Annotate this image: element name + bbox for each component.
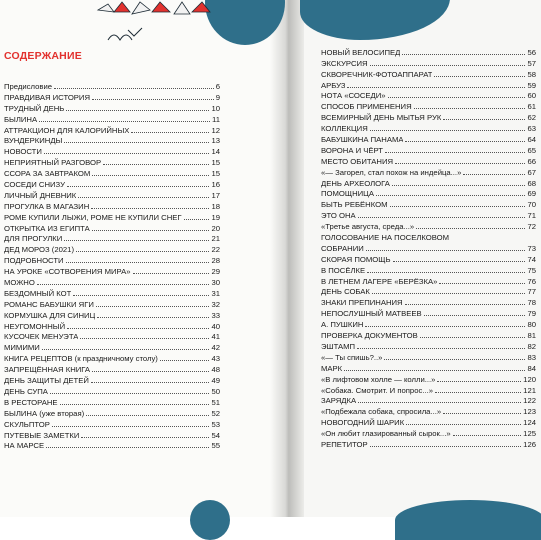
toc-entry [4, 222, 220, 233]
toc-entry [321, 79, 536, 90]
toc-entry-page-number: 40 [211, 321, 220, 331]
toc-entry [321, 416, 536, 427]
toc-entry-page-number: 51 [211, 397, 220, 407]
toc-entry [321, 318, 536, 329]
toc-leader-dots [92, 230, 210, 231]
toc-entry-title: БЫЛИНА (уже вторая) [4, 408, 85, 418]
toc-entry [4, 156, 220, 167]
toc-entry [4, 385, 220, 396]
toc-entry-page-number: 56 [527, 47, 536, 57]
toc-entry-title: НЕУГОМОННЫЙ [4, 321, 66, 331]
toc-entry-title: «Он любит глазированный сырок...» [321, 429, 451, 439]
toc-leader-dots [434, 76, 525, 77]
toc-entry-title: БАБУШКИНА ПАНАМА [321, 135, 404, 145]
toc-entry-page-number: 19 [211, 212, 220, 222]
toc-leader-dots [42, 349, 210, 350]
toc-entry-title: ДЛЯ ПРОГУЛКИ [4, 234, 63, 244]
toc-leader-dots [370, 65, 526, 66]
toc-entry [321, 231, 536, 242]
toc-entry-title: НОТА «СОСЕДИ» [321, 91, 386, 101]
toc-entry [321, 405, 536, 416]
toc-entry [321, 286, 536, 297]
toc-entry-title: В ЛЕТНЕМ ЛАГЕРЕ «БЕРЁЗКА» [321, 276, 438, 286]
toc-leader-dots [39, 121, 210, 122]
toc-entry-title: «— Ты спишь?..» [321, 352, 383, 362]
toc-leader-dots [103, 164, 209, 165]
toc-entry-page-number: 54 [211, 430, 220, 440]
toc-entry-page-number: 16 [211, 180, 220, 190]
toc-entry [4, 298, 220, 309]
toc-leader-dots [96, 306, 210, 307]
toc-entry [4, 145, 220, 156]
toc-leader-dots [367, 272, 525, 273]
toc-leader-dots [384, 359, 525, 360]
toc-entry-page-number: 11 [212, 114, 220, 124]
toc-entry-title: ВУНДЕРКИНДЫ [4, 136, 63, 146]
toc-entry-page-number: 80 [527, 320, 536, 330]
toc-entry-title: А. ПУШКИН [321, 320, 364, 330]
toc-entry [4, 331, 220, 342]
toc-entry-title: ЗАПРЕЩЁННАЯ КНИГА [4, 365, 91, 375]
toc-entry-title: «Третье августа, среда...» [321, 222, 415, 232]
toc-entry-title: ЭТО ОНА [321, 211, 356, 221]
toc-entry-page-number: 55 [211, 441, 220, 451]
toc-entry-title: НОВОСТИ [4, 147, 42, 157]
toc-entry [4, 167, 220, 178]
toc-entry-title: РОМЕ КУПИЛИ ЛЫЖИ, РОМЕ НЕ КУПИЛИ СНЕГ [4, 212, 182, 222]
toc-entry-title: БЫТЬ РЕБЁНКОМ [321, 200, 388, 210]
toc-entry-page-number: 77 [527, 287, 536, 297]
toc-entry-page-number: 28 [211, 256, 220, 266]
toc-entry [321, 384, 536, 395]
teal-shape-bottom-left [190, 500, 230, 540]
toc-entry-title: ДЕНЬ СОБАК [321, 287, 370, 297]
toc-entry-title: НА МАРСЕ [4, 441, 45, 451]
toc-leader-dots [393, 261, 526, 262]
toc-leader-dots [358, 402, 521, 403]
toc-entry-title: НЕПРИЯТНЫЙ РАЗГОВОР [4, 158, 102, 168]
toc-leader-dots [406, 424, 521, 425]
toc-entry [321, 57, 536, 68]
toc-entry [4, 341, 220, 352]
toc-leader-dots [405, 141, 525, 142]
toc-entry-page-number: 65 [527, 145, 536, 155]
toc-entry [4, 287, 220, 298]
toc-entry-title: КОЛЛЕКЦИЯ [321, 124, 368, 134]
toc-entry [321, 198, 536, 209]
toc-leader-dots [54, 88, 214, 89]
toc-entry-title: ДЕД МОРОЗ (2021) [4, 245, 74, 255]
toc-entry-page-number: 84 [527, 363, 536, 373]
toc-entry-page-number: 32 [211, 299, 220, 309]
toc-entry-page-number: 124 [523, 418, 536, 428]
toc-leader-dots [347, 87, 525, 88]
toc-entry-page-number: 20 [211, 223, 220, 233]
toc-entry [4, 75, 220, 91]
toc-entry-title: «Подбежала собака, спросила...» [321, 407, 442, 417]
toc-entry-title: КУСОЧЕК МЕНУЭТА [4, 332, 79, 342]
toc-entry [321, 209, 536, 220]
toc-leader-dots [92, 99, 214, 100]
toc-entry-page-number: 41 [211, 332, 220, 342]
toc-entry [4, 254, 220, 265]
toc-entry [321, 395, 536, 406]
toc-entry-title: ЭКСКУРСИЯ [321, 58, 368, 68]
toc-leader-dots [67, 328, 209, 329]
toc-entry-page-number: 69 [527, 189, 536, 199]
toc-entry-page-number: 123 [523, 407, 536, 417]
toc-entry-page-number: 12 [211, 125, 220, 135]
toc-entry-title: ДЕНЬ СУПА [4, 386, 48, 396]
toc-entry [321, 166, 536, 177]
toc-entry-title: ЭШТАМП [321, 341, 356, 351]
toc-entry [4, 91, 220, 102]
toc-entry-page-number: 126 [523, 439, 536, 449]
table-of-contents-heading: СОДЕРЖАНИЕ [4, 50, 82, 62]
toc-entry [321, 68, 536, 79]
toc-entry-title: СКОРАЯ ПОМОЩЬ [321, 254, 391, 264]
toc-entry-page-number: 81 [527, 331, 536, 341]
toc-leader-dots [435, 392, 521, 393]
toc-entry-page-number: 52 [211, 408, 220, 418]
toc-entry-page-number: 61 [527, 102, 536, 112]
toc-entry [321, 90, 536, 101]
toc-leader-dots [388, 97, 526, 98]
toc-entry-page-number: 122 [523, 396, 536, 406]
toc-leader-dots [67, 186, 209, 187]
toc-entry-page-number: 66 [527, 156, 536, 166]
toc-entry-page-number: 60 [527, 91, 536, 101]
toc-entry-page-number: 57 [527, 58, 536, 68]
toc-entry-page-number: 72 [527, 222, 536, 232]
toc-entry [321, 133, 536, 144]
birds-illustration-icon [88, 0, 238, 48]
toc-entry-title: ССОРА ЗА ЗАВТРАКОМ [4, 169, 91, 179]
toc-entry-title: ПРОВЕРКА ДОКУМЕНТОВ [321, 331, 418, 341]
toc-entry [4, 233, 220, 244]
teal-shape-bottom-right [395, 500, 541, 540]
toc-entry [321, 264, 536, 275]
toc-leader-dots [92, 371, 209, 372]
toc-entry-title: СОСЕДИ СНИЗУ [4, 180, 65, 190]
toc-entry [4, 243, 220, 254]
toc-entry-page-number: 121 [523, 385, 536, 395]
toc-entry-page-number: 68 [527, 178, 536, 188]
toc-leader-dots [81, 437, 209, 438]
toc-entry [321, 122, 536, 133]
toc-entry-page-number: 6 [215, 82, 220, 91]
toc-entry-page-number: 42 [211, 343, 220, 353]
toc-entry-page-number: 9 [215, 92, 220, 102]
toc-entry [321, 296, 536, 307]
toc-leader-dots [64, 142, 209, 143]
toc-entry [321, 155, 536, 166]
toc-entry [4, 276, 220, 287]
toc-entry-title: ВОРОНА И ЧЁРТ [321, 145, 383, 155]
toc-entry-title: «— Загорел, стал похож на индейца...» [321, 167, 462, 177]
toc-entry-title: НА УРОКЕ «СОТВОРЕНИЯ МИРА» [4, 267, 131, 277]
toc-entry [4, 124, 220, 135]
toc-entry-title: ДЕНЬ АРХЕОЛОГА [321, 178, 390, 188]
toc-leader-dots [424, 315, 526, 316]
toc-entry-page-number: 70 [527, 200, 536, 210]
toc-leader-dots [414, 108, 526, 109]
toc-entry-title: МАРК [321, 363, 343, 373]
toc-leader-dots [370, 446, 522, 447]
toc-entry-title: ТРУДНЫЙ ДЕНЬ [4, 103, 65, 113]
toc-leader-dots [184, 219, 210, 220]
toc-entry-title: ВСЕМИРНЫЙ ДЕНЬ МЫТЬЯ РУК [321, 113, 442, 123]
toc-leader-dots [405, 304, 526, 305]
toc-entry-page-number: 83 [527, 352, 536, 362]
toc-leader-dots [392, 185, 526, 186]
toc-entry-page-number: 62 [527, 113, 536, 123]
toc-entry [4, 440, 220, 451]
toc-entry-title: СОБРАНИИ [321, 243, 364, 253]
toc-entry-page-number: 43 [211, 354, 220, 364]
toc-leader-dots [97, 317, 209, 318]
toc-leader-dots [372, 293, 526, 294]
toc-leader-dots [437, 381, 521, 382]
toc-entry-title: СКУЛЬПТОР [4, 419, 50, 429]
toc-entry-title: ЗАРЯДКА [321, 396, 357, 406]
toc-leader-dots [92, 175, 209, 176]
toc-entry [321, 111, 536, 122]
toc-entry-title: ПРАВДИВАЯ ИСТОРИЯ [4, 92, 90, 102]
toc-leader-dots [64, 240, 209, 241]
toc-entry-page-number: 48 [211, 365, 220, 375]
toc-entry-title: МОЖНО [4, 278, 35, 288]
toc-entry-title: НОВЫЙ ВЕЛОСИПЕД [321, 47, 401, 57]
toc-leader-dots [86, 415, 209, 416]
toc-entry [321, 427, 536, 438]
toc-entry [321, 340, 536, 351]
toc-entry-page-number: 71 [527, 211, 536, 221]
toc-entry [4, 320, 220, 331]
toc-leader-dots [385, 152, 525, 153]
toc-leader-dots [443, 413, 521, 414]
toc-entry [321, 373, 536, 384]
toc-entry-title: В ПОСЁЛКЕ [321, 265, 366, 275]
toc-entry [4, 429, 220, 440]
toc-entry [4, 200, 220, 211]
toc-entry [321, 275, 536, 286]
toc-leader-dots [46, 447, 209, 448]
toc-leader-dots [66, 110, 209, 111]
toc-entry-page-number: 15 [211, 169, 220, 179]
toc-list-right [321, 46, 536, 449]
toc-leader-dots [91, 382, 210, 383]
toc-entry-title: МЕСТО ОБИТАНИЯ [321, 156, 394, 166]
toc-entry-title: ДЕНЬ ЗАЩИТЫ ДЕТЕЙ [4, 376, 89, 386]
toc-leader-dots [402, 54, 525, 55]
toc-entry [4, 374, 220, 385]
toc-leader-dots [443, 119, 525, 120]
toc-entry [321, 362, 536, 373]
toc-entry-page-number: 79 [527, 309, 536, 319]
toc-entry [321, 438, 536, 449]
toc-entry-page-number: 21 [211, 234, 220, 244]
toc-entry-page-number: 74 [527, 254, 536, 264]
toc-leader-dots [357, 348, 525, 349]
toc-entry [4, 211, 220, 222]
toc-entry-page-number: 59 [527, 80, 536, 90]
toc-entry-page-number: 53 [211, 419, 220, 429]
toc-entry-title: ПОДРОБНОСТИ [4, 256, 64, 266]
book-gutter [270, 0, 304, 517]
toc-entry-page-number: 31 [211, 288, 220, 298]
toc-leader-dots [91, 208, 209, 209]
toc-entry-page-number: 67 [527, 167, 536, 177]
toc-entry-title: В РЕСТОРАНЕ [4, 397, 58, 407]
toc-entry-title: ЗНАКИ ПРЕПИНАНИЯ [321, 298, 403, 308]
toc-entry-page-number: 50 [211, 386, 220, 396]
toc-leader-dots [80, 338, 209, 339]
toc-entry [321, 144, 536, 155]
toc-entry [4, 363, 220, 374]
toc-entry [4, 113, 220, 124]
toc-leader-dots [420, 337, 526, 338]
toc-leader-dots [131, 132, 209, 133]
toc-entry-page-number: 78 [527, 298, 536, 308]
toc-entry-title: РОМАНС БАБУШКИ ЯГИ [4, 299, 94, 309]
toc-entry-page-number: 63 [527, 124, 536, 134]
toc-entry-title: «В лифтовом холле — колли...» [321, 374, 436, 384]
toc-leader-dots [344, 370, 525, 371]
toc-entry [321, 177, 536, 188]
toc-entry [4, 189, 220, 200]
toc-entry-page-number: 14 [211, 147, 220, 157]
toc-entry [321, 46, 536, 57]
toc-leader-dots [366, 250, 526, 251]
toc-entry-page-number: 64 [527, 135, 536, 145]
toc-leader-dots [416, 228, 525, 229]
toc-entry-title: СКВОРЕЧНИК-ФОТОАППАРАТ [321, 69, 433, 79]
toc-leader-dots [60, 404, 210, 405]
toc-entry [4, 135, 220, 146]
toc-entry [4, 265, 220, 276]
toc-entry [321, 242, 536, 253]
toc-entry-title: НЕПОСЛУШНЫЙ МАТВЕЕВ [321, 309, 422, 319]
toc-entry-title: ПУТЕВЫЕ ЗАМЕТКИ [4, 430, 80, 440]
toc-entry-title: НОВОГОДНИЙ ШАРИК [321, 418, 405, 428]
toc-entry-title: ГОЛОСОВАНИЕ НА ПОСЕЛКОВОМ [321, 233, 450, 243]
toc-entry-page-number: 22 [211, 245, 220, 255]
toc-entry [321, 329, 536, 340]
toc-entry-title: ОТКРЫТКА ИЗ ЕГИПТА [4, 223, 90, 233]
toc-leader-dots [453, 435, 522, 436]
toc-entry-page-number: 30 [211, 278, 220, 288]
toc-entry-title: МИМИМИ [4, 343, 40, 353]
toc-entry-title: ПРОГУЛКА В МАГАЗИН [4, 201, 90, 211]
toc-leader-dots [66, 262, 210, 263]
toc-leader-dots [395, 163, 525, 164]
toc-entry-page-number: 18 [211, 201, 220, 211]
toc-entry [4, 178, 220, 189]
toc-entry-page-number: 10 [211, 103, 220, 113]
toc-leader-dots [78, 197, 209, 198]
toc-entry-page-number: 15 [211, 158, 220, 168]
toc-entry [321, 188, 536, 199]
toc-entry [321, 351, 536, 362]
toc-entry-title: АТТРАКЦИОН ДЛЯ КАЛОРИЙНЫХ [4, 125, 130, 135]
toc-entry-page-number: 33 [211, 310, 220, 320]
toc-leader-dots [73, 295, 209, 296]
toc-entry-page-number: 125 [523, 429, 536, 439]
toc-entry-page-number: 17 [211, 190, 220, 200]
toc-entry [4, 396, 220, 407]
toc-leader-dots [52, 426, 210, 427]
toc-leader-dots [365, 326, 525, 327]
toc-entry-page-number: 29 [211, 267, 220, 277]
toc-leader-dots [160, 360, 210, 361]
toc-entry [4, 352, 220, 363]
toc-leader-dots [370, 130, 526, 131]
toc-list-left [4, 75, 220, 450]
toc-leader-dots [376, 195, 525, 196]
toc-leader-dots [76, 251, 209, 252]
toc-entry [4, 309, 220, 320]
toc-entry-title: КОРМУШКА ДЛЯ СИНИЦ [4, 310, 96, 320]
toc-entry-page-number: 75 [527, 265, 536, 275]
toc-entry-page-number: 58 [527, 69, 536, 79]
toc-entry-title: РЕПЕТИТОР [321, 439, 368, 449]
toc-entry [4, 102, 220, 113]
toc-leader-dots [50, 393, 210, 394]
toc-entry [321, 253, 536, 264]
toc-leader-dots [439, 283, 525, 284]
toc-entry-title: СПОСОБ ПРИМЕНЕНИЯ [321, 102, 412, 112]
toc-entry-title: АРБУЗ [321, 80, 346, 90]
toc-entry-page-number: 49 [211, 376, 220, 386]
toc-entry-title: «Собака. Смотрит. И попрос...» [321, 385, 433, 395]
toc-leader-dots [390, 206, 526, 207]
toc-leader-dots [37, 284, 210, 285]
toc-leader-dots [133, 273, 210, 274]
toc-entry [321, 100, 536, 111]
toc-entry-page-number: 73 [527, 243, 536, 253]
toc-entry-page-number: 13 [211, 136, 220, 146]
toc-entry-title: БЫЛИНА [4, 114, 38, 124]
toc-leader-dots [358, 217, 526, 218]
toc-leader-dots [44, 153, 210, 154]
toc-entry-title: ПОМОЩНИЦА [321, 189, 374, 199]
toc-entry [4, 418, 220, 429]
toc-entry-title: БЕЗДОМНЫЙ КОТ [4, 288, 72, 298]
toc-entry [321, 220, 536, 231]
toc-entry-title: Предисловие [4, 82, 53, 91]
toc-leader-dots [463, 174, 525, 175]
toc-entry-page-number: 76 [527, 276, 536, 286]
toc-entry-title: ЛИЧНЫЙ ДНЕВНИК [4, 190, 77, 200]
toc-entry [4, 407, 220, 418]
toc-entry-page-number: 120 [523, 374, 536, 384]
toc-entry [321, 307, 536, 318]
toc-entry-page-number: 82 [527, 341, 536, 351]
toc-entry-title: КНИГА РЕЦЕПТОВ (к праздничному столу) [4, 354, 158, 364]
